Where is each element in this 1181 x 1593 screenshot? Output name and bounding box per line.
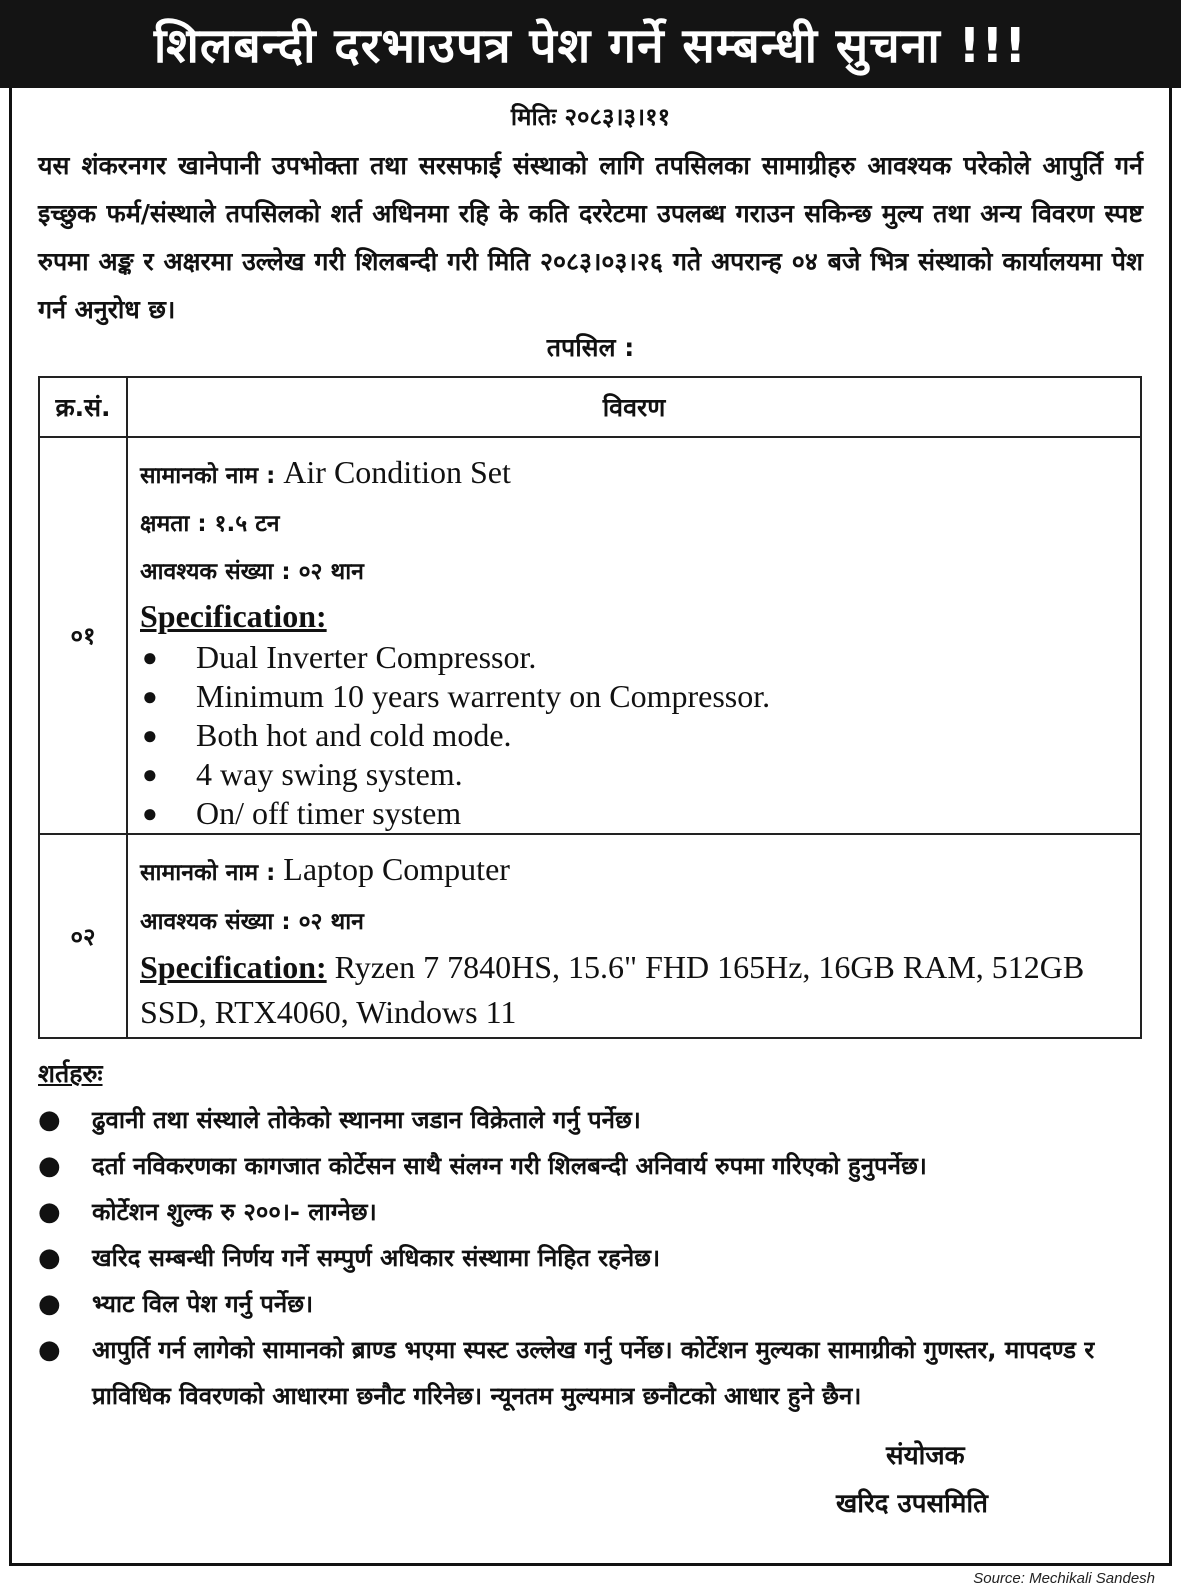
bullet-icon: ● bbox=[142, 799, 158, 828]
tapsil-heading: तपसिल : bbox=[546, 333, 635, 362]
item-name-line bbox=[140, 847, 1126, 896]
term-item bbox=[38, 1189, 1138, 1235]
header-description: विवरण bbox=[127, 377, 1141, 437]
bullet-icon: ● bbox=[38, 1105, 61, 1135]
spec-text: On/ off timer system bbox=[196, 795, 462, 831]
quantity-label: आवश्यक संख्या : bbox=[140, 909, 291, 935]
item-name-label: सामानको नाम : bbox=[140, 463, 276, 489]
bullet-icon: ● bbox=[38, 1335, 61, 1365]
signature-coordinator: संयोजक bbox=[886, 1441, 965, 1471]
spec-item bbox=[140, 638, 1126, 677]
term-text: भ्याट विल पेश गर्नु पर्नेछ। bbox=[92, 1290, 314, 1318]
capacity-label: क्षमता : bbox=[140, 511, 207, 537]
bullet-icon: ● bbox=[38, 1197, 61, 1227]
quantity-label: आवश्यक संख्या : bbox=[140, 559, 291, 585]
spec-list bbox=[140, 638, 1126, 833]
bullet-icon: ● bbox=[142, 682, 158, 711]
spec-text: Minimum 10 years warrenty on Compressor. bbox=[196, 678, 771, 714]
spec-item bbox=[140, 794, 1126, 833]
table-row bbox=[39, 834, 1141, 1038]
term-text: ढुवानी तथा संस्थाले तोकेको स्थानमा जडान विक्रेताले गर्नु पर्नेछ। bbox=[92, 1106, 641, 1134]
quantity-line bbox=[140, 546, 1126, 594]
spec-item bbox=[140, 677, 1126, 716]
spec-heading-line bbox=[140, 594, 1126, 638]
term-text: आपुर्ति गर्न लागेको सामानको ब्राण्ड भएमा स्पस्ट उल्लेख गर्नु पर्नेछ। कोर्टेशन मुल्यका सामाग्रीको गुणस्तर, मापदण्ड र प्राविधिक विवरणको आधारमा छनौट गरिनेछ। न्यूनतम मुल्यमात्र छनौटको आधार हुने छैन। bbox=[92, 1336, 1095, 1410]
row-sn: ०२ bbox=[39, 834, 127, 1038]
spec-item bbox=[140, 716, 1126, 755]
quantity-value: ०२ थान bbox=[298, 909, 364, 935]
item-name-line bbox=[140, 450, 1126, 498]
notice-date: मितिः २०८३।३।११ bbox=[510, 103, 671, 131]
item-name-label: सामानको नाम : bbox=[140, 860, 276, 886]
notice-title: शिलबन्दी दरभाउपत्र पेश गर्ने सम्बन्धी सुचना !!! bbox=[153, 17, 1028, 74]
term-text: दर्ता नविकरणका कागजात कोर्टेसन साथै संलग्न गरी शिलबन्दी अनिवार्य रुपमा गरिएको हुनुपर्नेछ। bbox=[92, 1152, 927, 1180]
items-table bbox=[38, 376, 1142, 1039]
spec-title: Specification: bbox=[140, 598, 327, 634]
source-credit: Source: Mechikali Sandesh bbox=[973, 1570, 1155, 1587]
terms-heading: शर्तहरुः bbox=[38, 1059, 103, 1088]
spec-text: Dual Inverter Compressor. bbox=[196, 639, 537, 675]
row-sn: ०१ bbox=[39, 437, 127, 834]
term-item bbox=[38, 1235, 1138, 1281]
capacity-line bbox=[140, 498, 1126, 546]
term-text: कोर्टेशन शुल्क रु २००।- लाग्नेछ। bbox=[92, 1198, 377, 1226]
bullet-icon: ● bbox=[142, 643, 158, 672]
signature-committee: खरिद उपसमिति bbox=[836, 1489, 988, 1519]
spec-text: Both hot and cold mode. bbox=[196, 717, 512, 753]
bullet-icon: ● bbox=[38, 1151, 61, 1181]
spec-item bbox=[140, 755, 1126, 794]
header-sn: क्र.सं. bbox=[39, 377, 127, 437]
terms-list bbox=[38, 1097, 1138, 1419]
term-item bbox=[38, 1281, 1138, 1327]
capacity-value: १.५ टन bbox=[214, 511, 280, 537]
term-item bbox=[38, 1327, 1138, 1419]
term-text: खरिद सम्बन्धी निर्णय गर्ने सम्पुर्ण अधिकार संस्थामा निहित रहनेछ। bbox=[92, 1244, 661, 1272]
notice-title-banner bbox=[0, 0, 1181, 88]
item-name-value: Laptop Computer bbox=[283, 851, 510, 887]
quantity-line bbox=[140, 896, 1126, 945]
spec-paragraph bbox=[140, 945, 1126, 1035]
intro-paragraph: यस शंकरनगर खानेपानी उपभोक्ता तथा सरसफाई संस्थाको लागि तपसिलका सामाग्रीहरु आवश्यक परेकोले आपुर्ति गर्न इच्छुक फर्म/संस्थाले तपसिलको शर्त अधिनमा रहि के कति दररेटमा उपलब्ध गराउन सकिन्छ मुल्य तथा अन्य विवरण स्पष्ट रुपमा अङ्क र अक्षरमा उल्लेख गरी शिलबन्दी गरी मिति २०८३।०३।२६ गते अपरान्ह ०४ बजे भित्र संस्थाको कार्यालयमा पेश गर्न अनुरोध छ। bbox=[38, 151, 1143, 324]
spec-title: Specification: bbox=[140, 949, 327, 985]
spec-text: Ryzen 7 7840HS, 15.6" FHD 165Hz, 16GB RAM, 512GB SSD, RTX4060, Windows 11 bbox=[140, 949, 1085, 1030]
quantity-value: ०२ थान bbox=[298, 559, 364, 585]
bullet-icon: ● bbox=[142, 721, 158, 750]
bullet-icon: ● bbox=[38, 1289, 61, 1319]
term-item bbox=[38, 1097, 1138, 1143]
row-description bbox=[127, 437, 1141, 834]
bullet-icon: ● bbox=[142, 760, 158, 789]
row-description bbox=[127, 834, 1141, 1038]
item-name-value: Air Condition Set bbox=[283, 454, 511, 490]
table-header-row bbox=[39, 377, 1141, 437]
table-row bbox=[39, 437, 1141, 834]
spec-text: 4 way swing system. bbox=[196, 756, 463, 792]
term-item bbox=[38, 1143, 1138, 1189]
bullet-icon: ● bbox=[38, 1243, 61, 1273]
